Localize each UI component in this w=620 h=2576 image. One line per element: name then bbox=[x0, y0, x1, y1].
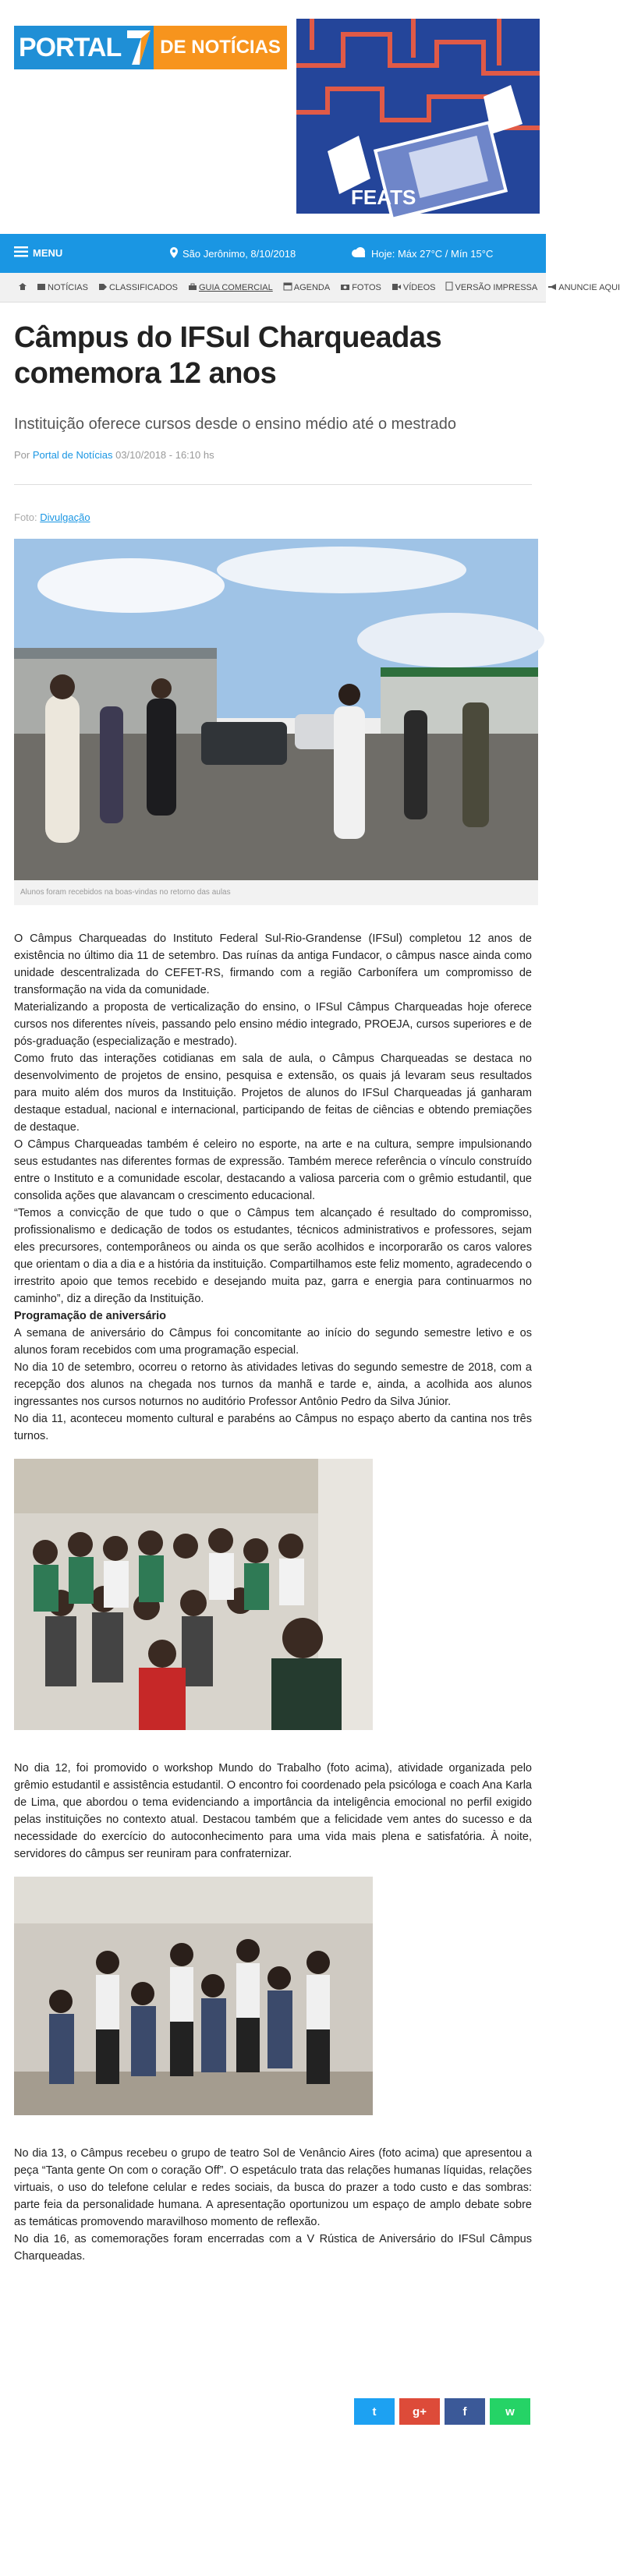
article-container bbox=[14, 320, 532, 2265]
menu-button[interactable] bbox=[14, 246, 62, 260]
photo-credit-link[interactable]: Divulgação bbox=[40, 511, 90, 523]
document-icon bbox=[446, 282, 452, 292]
briefcase-icon bbox=[189, 283, 197, 292]
google-plus-icon: g+ bbox=[413, 2404, 427, 2419]
nav-guia-comercial-label: GUIA COMERCIAL bbox=[198, 282, 273, 292]
nav-noticias-label: NOTÍCIAS bbox=[48, 282, 88, 292]
home-link[interactable] bbox=[19, 282, 27, 292]
calendar-icon bbox=[284, 283, 292, 292]
logo-portal-text: PORTAL bbox=[14, 26, 124, 69]
article-subtitle: Instituição oferece cursos desde o ensino médio até o mestrado bbox=[14, 416, 456, 433]
paragraph: Como fruto das interações cotidianas em sala de aula, o Câmpus Charqueadas se destaca no desenvolvimento de projetos de ensino, pesquisa e extensão, os quais já levaram seus resultados para muito além dos muros da Instituição. Projetos de alunos do IFSul Charqueadas já ganharam destaque estadual, nacional e internacional, participando de feitas de ciências e obtendo premiações de destaque. bbox=[14, 1053, 532, 1134]
banner-text: FEATS bbox=[351, 186, 416, 209]
nav-noticias[interactable] bbox=[37, 282, 88, 292]
nav-videos[interactable] bbox=[392, 282, 436, 292]
ad-banner[interactable] bbox=[296, 19, 540, 214]
nav-fotos[interactable] bbox=[341, 282, 381, 292]
photo-credit bbox=[14, 511, 532, 523]
nav-anuncie-aqui-label: ANUNCIE AQUI bbox=[558, 282, 620, 292]
nav-agenda[interactable] bbox=[284, 282, 330, 292]
site-logo[interactable] bbox=[14, 20, 287, 75]
theater-photo[interactable] bbox=[14, 1877, 373, 2115]
nav-versao-impressa[interactable] bbox=[446, 282, 537, 292]
article-date: 03/10/2018 - 16:10 hs bbox=[115, 449, 214, 461]
paragraph: No dia 10 de setembro, ocorreu o retorno às atividades letivas do segundo semestre de 2018, com a recepção dos alunos na chegada nos turnos da manhã e tarde e, ainda, a acolhida aos alunos ingressantes nos cursos noturnos no auditório Professor Antônio Pedro da Silva Júnior. bbox=[14, 1361, 532, 1408]
logo-mark-icon bbox=[124, 26, 154, 69]
section-nav bbox=[0, 273, 620, 303]
nav-classificados-label: CLASSIFICADOS bbox=[108, 282, 178, 292]
share-facebook-button[interactable] bbox=[445, 2398, 485, 2425]
location-date bbox=[170, 247, 296, 260]
nav-classificados[interactable] bbox=[99, 282, 178, 292]
twitter-icon: t bbox=[372, 2404, 377, 2419]
paragraph: No dia 16, as comemorações foram encerradas com a V Rústica de Aniversário do IFSul Câmpus Charqueadas. bbox=[14, 2233, 532, 2263]
paragraph: “Temos a convicção de que tudo o que o Câmpus tem alcançado é resultado do compromisso, profissionalismo e dedicação de todos os estudantes, técnicos administrativos e professores, sejam eles precursores, contemporâneos ou ainda os que serão acolhidos e incorporarão os caros valores que orientam o dia a dia e a história da instituição. Compartilhamos este feliz momento, agradecendo o irrestrito apoio que temos recebido e desejando muita paz, garra e energia para continuarmos no caminho”, diz a direção da Instituição. bbox=[14, 1207, 532, 1305]
site-header bbox=[0, 0, 546, 234]
photo-credit-label: Foto: bbox=[14, 511, 37, 523]
article-title: Câmpus do IFSul Charqueadas comemora 12 anos bbox=[14, 321, 442, 390]
nav-versao-impressa-label: VERSÃO IMPRESSA bbox=[455, 282, 538, 292]
section-heading bbox=[14, 1307, 532, 1325]
paragraph: A semana de aniversário do Câmpus foi concomitante ao início do segundo semestre letivo e os alunos foram recebidos com uma programação especial. bbox=[14, 1327, 532, 1357]
paragraph: Materializando a proposta de verticalização do ensino, o IFSul Câmpus Charqueadas hoje oferece cursos nos diferentes níveis, passando pelo ensino médio integrado, PROEJA, cursos superiores e de pós-graduação (especialização e mestrado). bbox=[14, 1001, 532, 1048]
city-date-text: São Jerônimo, 8/10/2018 bbox=[182, 248, 296, 260]
newspaper-icon bbox=[37, 283, 45, 292]
home-icon bbox=[19, 283, 27, 292]
camera-icon bbox=[341, 283, 349, 292]
divider bbox=[14, 484, 532, 485]
cloud-icon bbox=[351, 247, 367, 260]
photo-caption: Alunos foram recebidos na boas-vindas no retorno das aulas bbox=[14, 880, 538, 905]
nav-agenda-label: AGENDA bbox=[293, 282, 331, 292]
article-byline bbox=[14, 449, 532, 461]
menu-label: MENU bbox=[33, 247, 63, 259]
byline-prefix: Por bbox=[14, 449, 30, 461]
paragraph: O Câmpus Charqueadas também é celeiro no esporte, na arte e na cultura, sempre impulsionando seus estudantes nas diferentes formas de expressão. Também merece referência o vínculo construído entre o Instituto e a comunidade escolar, destacando a valiosa parceria com o grêmio estudantil, que consolida ações que alavancam o crescimento educacional. bbox=[14, 1138, 532, 1202]
section-heading-text: Programação de aniversário bbox=[14, 1310, 167, 1322]
weather-text: Hoje: Máx 27°C / Mín 15°C bbox=[371, 247, 494, 260]
nav-guia-comercial[interactable] bbox=[189, 282, 273, 292]
share-whatsapp-button[interactable] bbox=[490, 2398, 530, 2425]
logo-noticias-text: DE NOTÍCIAS bbox=[154, 26, 287, 69]
tag-icon bbox=[99, 283, 107, 292]
nav-videos-label: VÍDEOS bbox=[402, 282, 436, 292]
main-photo[interactable] bbox=[14, 539, 538, 905]
hamburger-icon bbox=[14, 246, 28, 260]
paragraph: No dia 13, o Câmpus recebeu o grupo de teatro Sol de Venâncio Aires (foto acima) que apresentou a peça “Tanta gente On com o coração Off”. O espetáculo trata das relações humanas líquidas, relações virtuais, o uso do telefone celular e redes sociais, da busca do prazer a todo custo e das sombras: parte feia da personalidade humana. A apresentação oportunizou um espaço de amplo debate sobre as temáticas promovendo maravilhoso momento de reflexão. bbox=[14, 2147, 532, 2228]
share-twitter-button[interactable] bbox=[354, 2398, 395, 2425]
paragraph: O Câmpus Charqueadas do Instituto Federal Sul-Rio-Grandense (IFSul) completou 12 anos de existência no último dia 11 de setembro. Das ruínas da antiga Fundacor, o câmpus nasce ainda como unidade descentralizada do CEFET-RS, firmando com a região Carbonífera um compromisso de transformação na vida da comunidade. bbox=[14, 932, 532, 996]
weather-widget bbox=[351, 247, 493, 260]
paragraph: No dia 12, foi promovido o workshop Mundo do Trabalho (foto acima), atividade organizada pelo grêmio estudantil e assistência estudantil. O encontro foi coordenado pela psicóloga e coach Ana Karla de Lima, que abordou o tema evidenciando a importância da inteligência emocional no perfil exigido pelas instituições no contexto atual. Destacou também que a felicidade vem antes do sucesso e da necessidade do exercício do autoconhecimento para uma vida mais plena e satisfatória. À noite, servidores do câmpus ser reuniram para confraternizar. bbox=[14, 1762, 532, 1860]
share-gplus-button[interactable] bbox=[399, 2398, 440, 2425]
whatsapp-icon: w bbox=[505, 2404, 515, 2419]
top-navbar bbox=[0, 234, 546, 273]
author-link[interactable]: Portal de Notícias bbox=[32, 449, 113, 461]
share-bar bbox=[0, 2398, 546, 2425]
nav-anuncie-aqui[interactable] bbox=[548, 282, 620, 292]
paragraph: No dia 11, aconteceu momento cultural e parabéns ao Câmpus no espaço aberto da cantina nos três turnos. bbox=[14, 1413, 532, 1442]
nav-fotos-label: FOTOS bbox=[352, 282, 381, 292]
facebook-icon: f bbox=[462, 2404, 467, 2419]
video-icon bbox=[392, 283, 401, 292]
megaphone-icon bbox=[548, 283, 556, 292]
article-body bbox=[14, 930, 532, 2265]
location-pin-icon bbox=[170, 247, 178, 260]
workshop-photo[interactable] bbox=[14, 1459, 373, 1730]
